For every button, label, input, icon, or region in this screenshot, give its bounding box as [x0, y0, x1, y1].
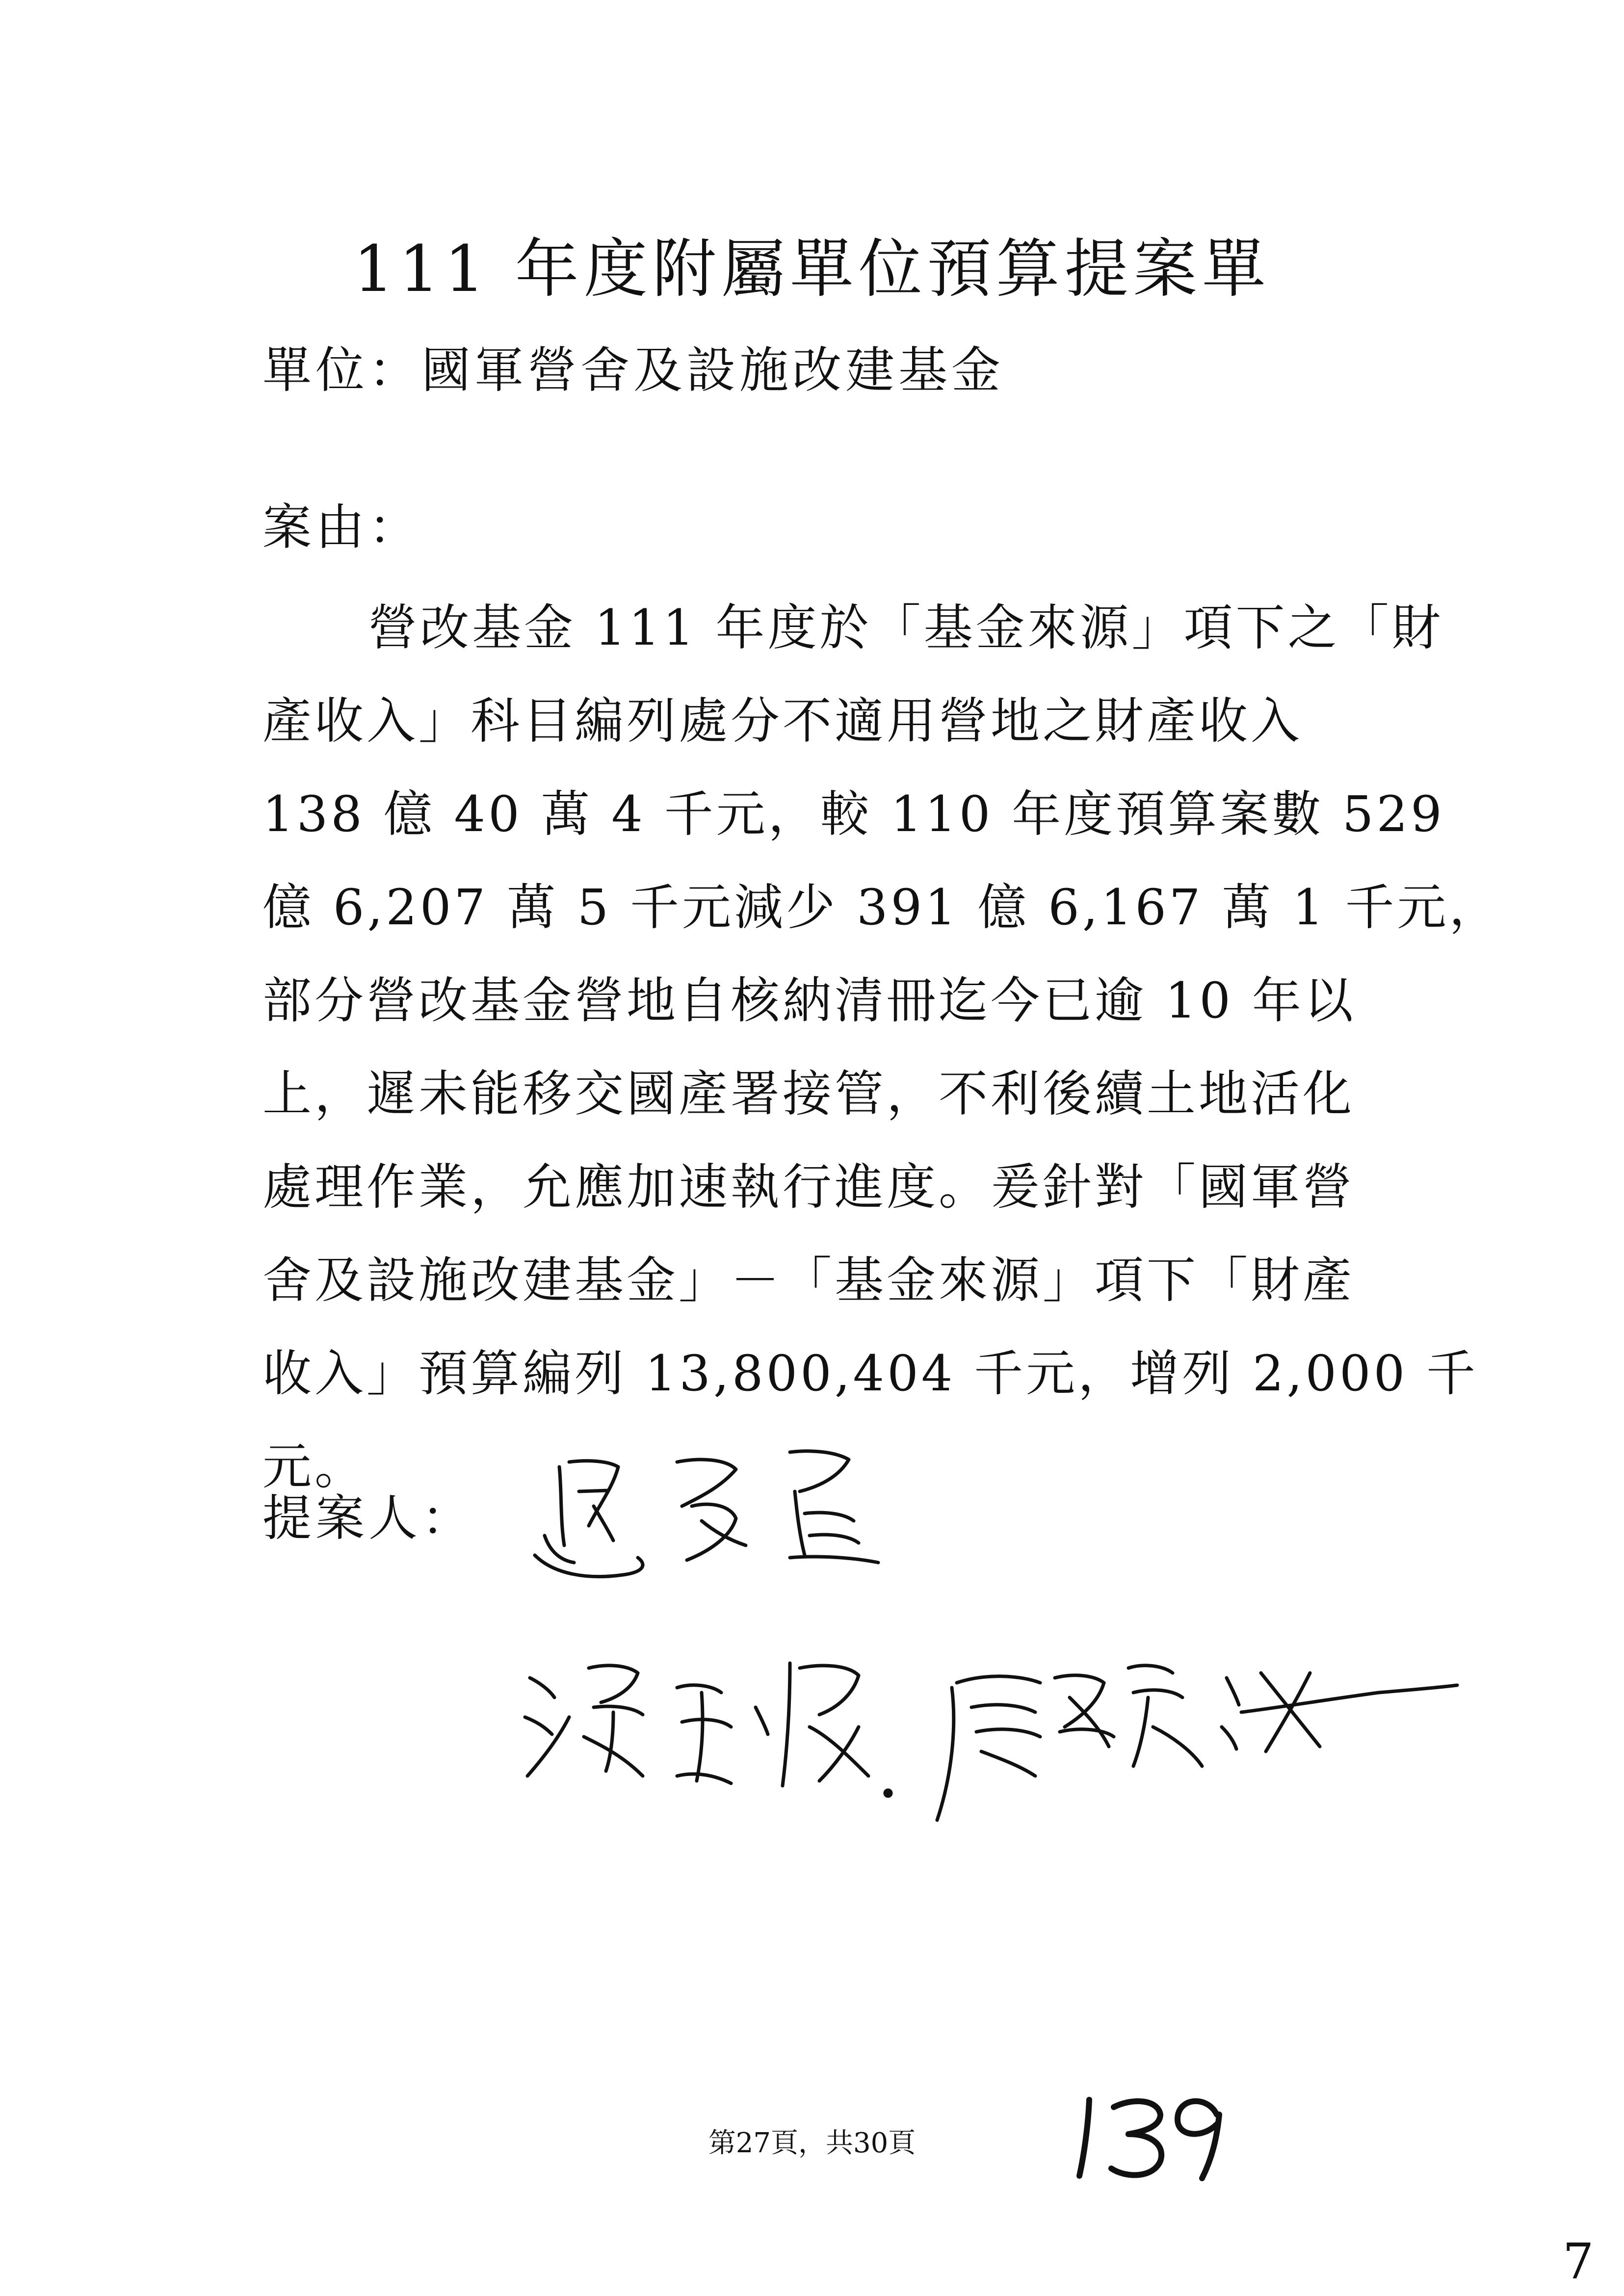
reason-line: 部分營改基金營地自核納清冊迄今已逾 10 年以 [262, 972, 1356, 1029]
page-footer: 第27頁，共30頁 [708, 2127, 916, 2159]
corner-page-number: 7 [1563, 2233, 1594, 2290]
reason-line: 營改基金 111 年度於「基金來源」項下之「財 [368, 599, 1444, 656]
reason-line: 138 億 40 萬 4 千元，較 110 年度預算案數 529 [262, 785, 1445, 843]
signature-2 [525, 1663, 891, 1796]
reason-line: 產收入」科目編列處分不適用營地之財產收入 [262, 692, 1303, 750]
signature-1 [535, 1451, 878, 1577]
signature-3 [937, 1666, 1457, 1820]
reason-line: 舍及設施改建基金」－「基金來源」項下「財產 [262, 1252, 1355, 1309]
reason-line: 收入」預算編列 13,800,404 千元，增列 2,000 千 [262, 1345, 1478, 1402]
proposer-label: 提案人： [262, 1489, 474, 1547]
reason-line: 億 6,207 萬 5 千元減少 391 億 6,167 萬 1 千元， [262, 879, 1501, 936]
reason-line: 上，遲未能移交國產署接管，不利後續土地活化 [262, 1065, 1355, 1122]
unit-line: 單位：國軍營舍及設施改建基金 [262, 341, 1004, 399]
reason-label: 案由： [262, 498, 421, 556]
handwritten-page-number [1070, 2085, 1246, 2183]
handwritten-signatures [515, 1433, 1472, 1850]
reason-line: 元。 [262, 1438, 367, 1495]
reason-line: 處理作業，允應加速執行進度。爰針對「國軍營 [262, 1158, 1355, 1216]
page-title: 111 年度附屬單位預算提案單 [353, 232, 1271, 306]
reason-body [262, 581, 1501, 1513]
